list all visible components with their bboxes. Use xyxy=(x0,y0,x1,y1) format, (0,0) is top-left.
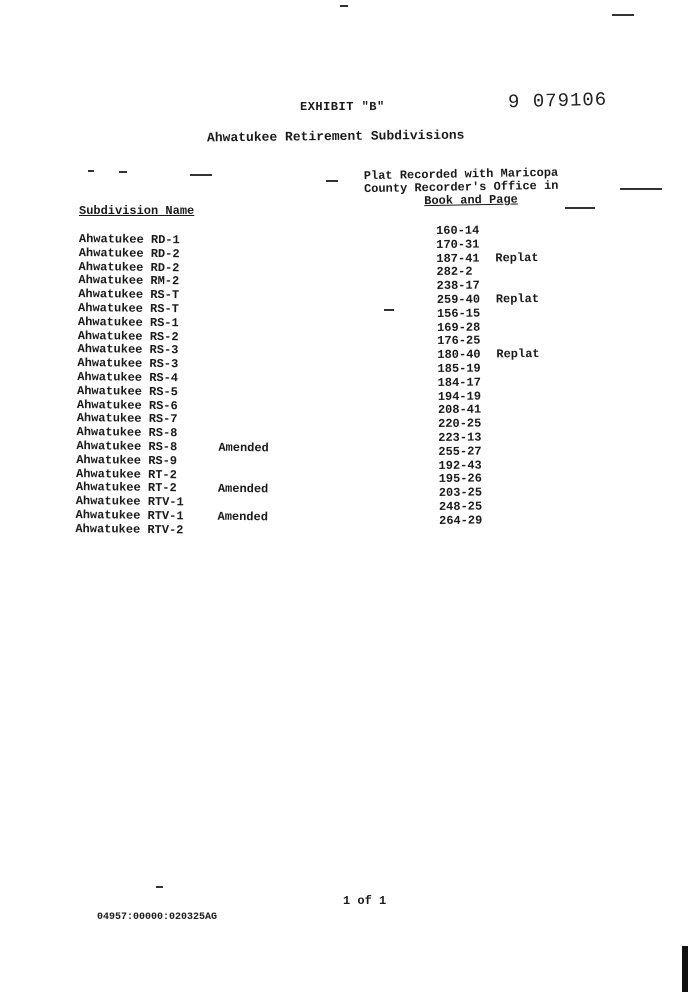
book-page-value: 195-26 xyxy=(438,471,482,487)
subdivision-name: Ahwatukee RS-8 xyxy=(76,438,178,455)
subdivision-name: Ahwatukee RM-2 xyxy=(78,273,180,289)
book-page-value: 255-27 xyxy=(438,444,482,459)
scan-speck xyxy=(88,170,94,172)
subdivision-name: Ahwatukee RS-1 xyxy=(77,314,179,331)
book-page-value: 282-2 xyxy=(436,265,473,280)
book-page-value: 194-19 xyxy=(437,389,482,404)
subdivision-name: Ahwatukee RS-3 xyxy=(77,356,179,372)
subdivision-name: Ahwatukee RD-1 xyxy=(78,232,180,248)
book-page-value: 184-17 xyxy=(437,375,481,390)
book-page-value: 220-25 xyxy=(438,416,482,432)
replat-note: Replat xyxy=(495,250,539,265)
plat-header-line-2: County Recorder's Office in xyxy=(363,178,559,197)
subdivision-name: Ahwatukee RS-T xyxy=(78,287,180,303)
scan-speck xyxy=(384,309,394,311)
scan-speck xyxy=(340,5,348,7)
subdivision-row xyxy=(75,523,315,540)
book-page-value: 238-17 xyxy=(436,278,480,294)
plat-header-line-1: Plat Recorded with Maricopa xyxy=(363,165,559,184)
subdivision-name: Ahwatukee RS-2 xyxy=(77,328,179,344)
amended-label: Amended xyxy=(217,482,269,497)
book-page-value: 156-15 xyxy=(436,306,481,321)
scan-speck xyxy=(612,14,634,16)
book-page-value: 185-19 xyxy=(437,361,481,376)
book-page-value: 259-40 xyxy=(436,292,481,307)
scan-speck xyxy=(190,174,212,176)
book-page-value: 160-14 xyxy=(435,223,480,238)
subdivision-name: Ahwatukee RS-3 xyxy=(77,342,179,358)
book-page-value: 187-41 xyxy=(436,251,480,266)
book-page-value: 169-28 xyxy=(437,320,481,335)
book-page-value: 208-41 xyxy=(437,402,482,418)
subdivision-name: Ahwatukee RS-9 xyxy=(76,452,178,468)
subdivision-name: Ahwatukee RS-5 xyxy=(76,383,178,399)
subdivision-name: Ahwatukee RS-T xyxy=(77,300,179,317)
subdivision-name: Ahwatukee RD-2 xyxy=(78,259,180,275)
book-page-row xyxy=(439,513,589,528)
page-title: Ahwatukee Retirement Subdivisions xyxy=(206,127,465,146)
subdivision-name-list xyxy=(75,233,319,539)
book-page-value: 203-25 xyxy=(438,485,483,501)
subdivision-name: Ahwatukee RTV-1 xyxy=(75,494,184,510)
scan-edge-bar xyxy=(682,946,688,992)
subdivision-name: Ahwatukee RD-2 xyxy=(78,245,180,262)
footer-code: 04957:00000:020325AG xyxy=(97,912,218,923)
page-indicator: 1 of 1 xyxy=(343,894,387,908)
scan-speck xyxy=(326,180,338,182)
book-page-list xyxy=(436,223,589,528)
scan-speck xyxy=(620,188,662,190)
book-page-value: 223-13 xyxy=(438,430,482,445)
book-page-value: 176-25 xyxy=(437,333,481,349)
recording-number: 9 079106 xyxy=(507,88,608,114)
book-page-value: 180-40 xyxy=(437,347,481,363)
subdivision-name: Ahwatukee RS-4 xyxy=(77,369,179,386)
amended-label: Amended xyxy=(217,509,269,525)
subdivision-name: Ahwatukee RT-2 xyxy=(75,480,177,496)
subdivision-name-header: Subdivision Name xyxy=(79,204,195,218)
book-page-value: 248-25 xyxy=(438,499,483,514)
scan-speck xyxy=(565,207,595,209)
replat-note: Replat xyxy=(495,291,540,307)
book-page-value: 170-31 xyxy=(436,237,480,252)
subdivision-name: Ahwatukee RS-8 xyxy=(76,425,178,441)
subdivision-name: Ahwatukee RS-7 xyxy=(76,411,178,427)
scan-speck xyxy=(119,171,127,173)
book-page-value: 264-29 xyxy=(439,513,483,528)
plat-header-line-3: Book and Page xyxy=(424,192,518,209)
amended-label: Amended xyxy=(218,440,269,456)
book-page-value: 192-43 xyxy=(438,458,482,473)
replat-note: Replat xyxy=(496,347,540,362)
exhibit-label: EXHIBIT "B" xyxy=(300,100,385,114)
subdivision-name: Ahwatukee RTV-2 xyxy=(75,521,184,538)
subdivision-name: Ahwatukee RT-2 xyxy=(75,466,177,482)
subdivision-name: Ahwatukee RTV-1 xyxy=(75,507,184,524)
subdivision-name: Ahwatukee RS-6 xyxy=(76,397,178,413)
plat-column-header xyxy=(364,166,615,209)
scan-speck xyxy=(156,886,163,888)
